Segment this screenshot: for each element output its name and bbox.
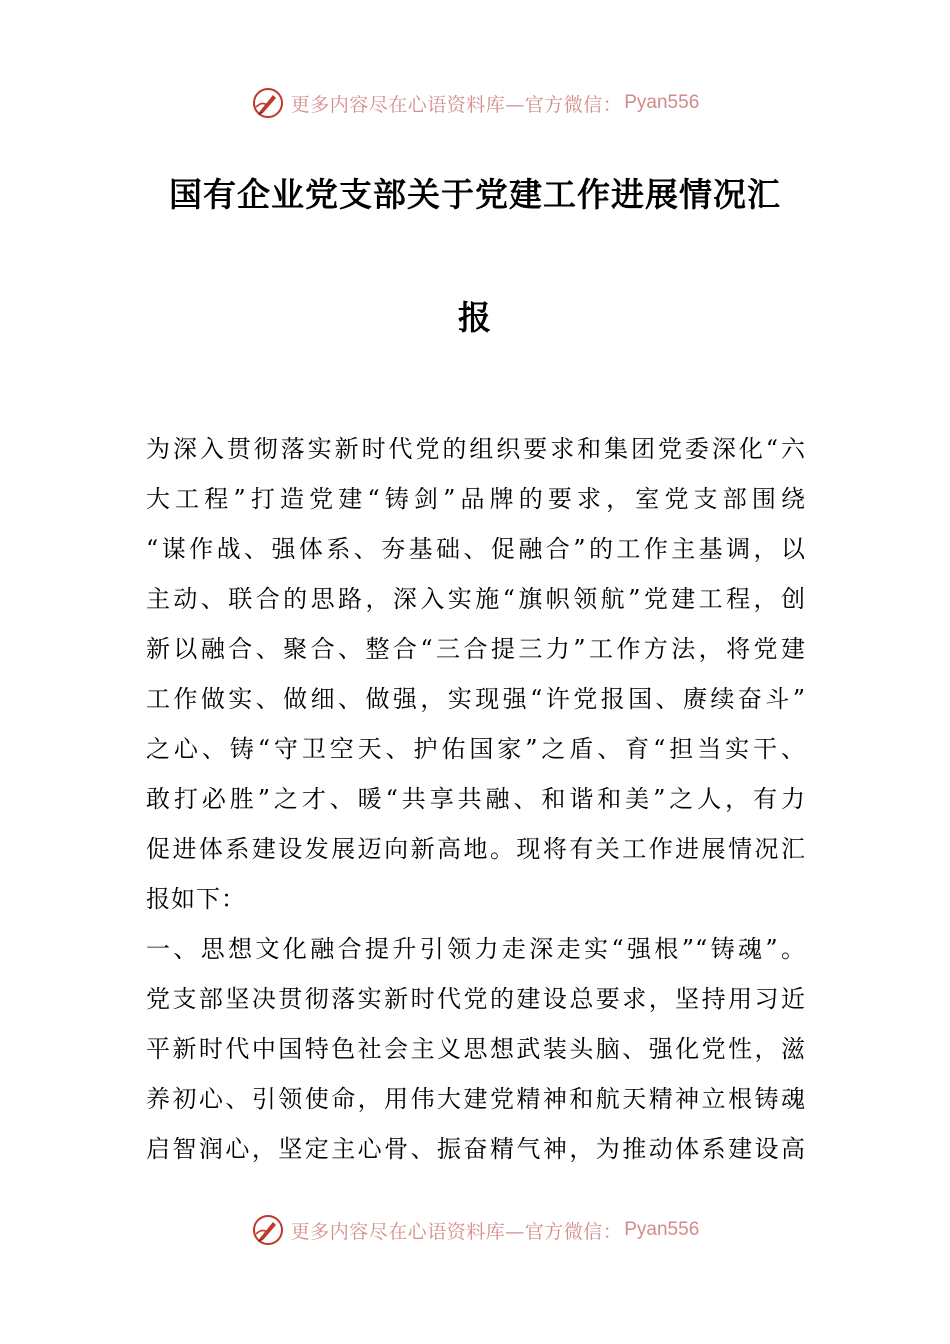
body-line: 平新时代中国特色社会主义思想武装头脑、强化党性，滋 [146,1035,806,1063]
body-line: 促进体系建设发展迈向新高地。现将有关工作进展情况汇 [146,835,806,863]
body-line: 新以融合、聚合、整合“三合提三力”工作方法，将党建 [146,635,806,663]
body-line: 报如下： [146,885,246,913]
body-line: 一、思想文化融合提升引领力走深走实“强根”“铸魂”。 [146,935,806,963]
body-line: 为深入贯彻落实新时代党的组织要求和集团党委深化“六 [146,435,806,463]
document-title-line-2: 报 [458,298,492,337]
body-line: 大工程”打造党建“铸剑”品牌的要求，室党支部围绕 [146,485,806,513]
body-line: 敢打必胜”之才、暖“共享共融、和谐和美”之人，有力 [146,785,806,813]
body-line: 养初心、引领使命，用伟大建党精神和航天精神立根铸魂 [146,1085,806,1113]
watermark-banner-top [0,83,950,123]
document-body [146,424,806,1174]
body-line: “谋作战、强体系、夯基础、促融合”的工作主基调，以 [146,535,806,563]
watermark-text: 更多内容尽在心语资料库—官方微信： [290,93,623,116]
document-title-line-1: 国有企业党支部关于党建工作进展情况汇 [169,175,781,214]
pen-logo-icon [251,86,285,120]
body-line: 启智润心，坚定主心骨、振奋精气神，为推动体系建设高 [146,1135,806,1163]
watermark-wechat-id: Pyan556 [624,1219,700,1240]
pen-logo-icon [251,1213,285,1247]
watermark-wechat-id: Pyan556 [624,92,700,113]
body-line: 之心、铸“守卫空天、护佑国家”之盾、育“担当实干、 [146,735,806,763]
watermark-text: 更多内容尽在心语资料库—官方微信： [290,1220,623,1243]
body-line: 党支部坚决贯彻落实新时代党的建设总要求，坚持用习近 [146,985,806,1013]
watermark-banner-bottom [0,1210,950,1250]
body-line: 主动、联合的思路，深入实施“旗帜领航”党建工程，创 [146,585,806,613]
body-line: 工作做实、做细、做强，实现强“许党报国、赓续奋斗” [146,685,806,713]
